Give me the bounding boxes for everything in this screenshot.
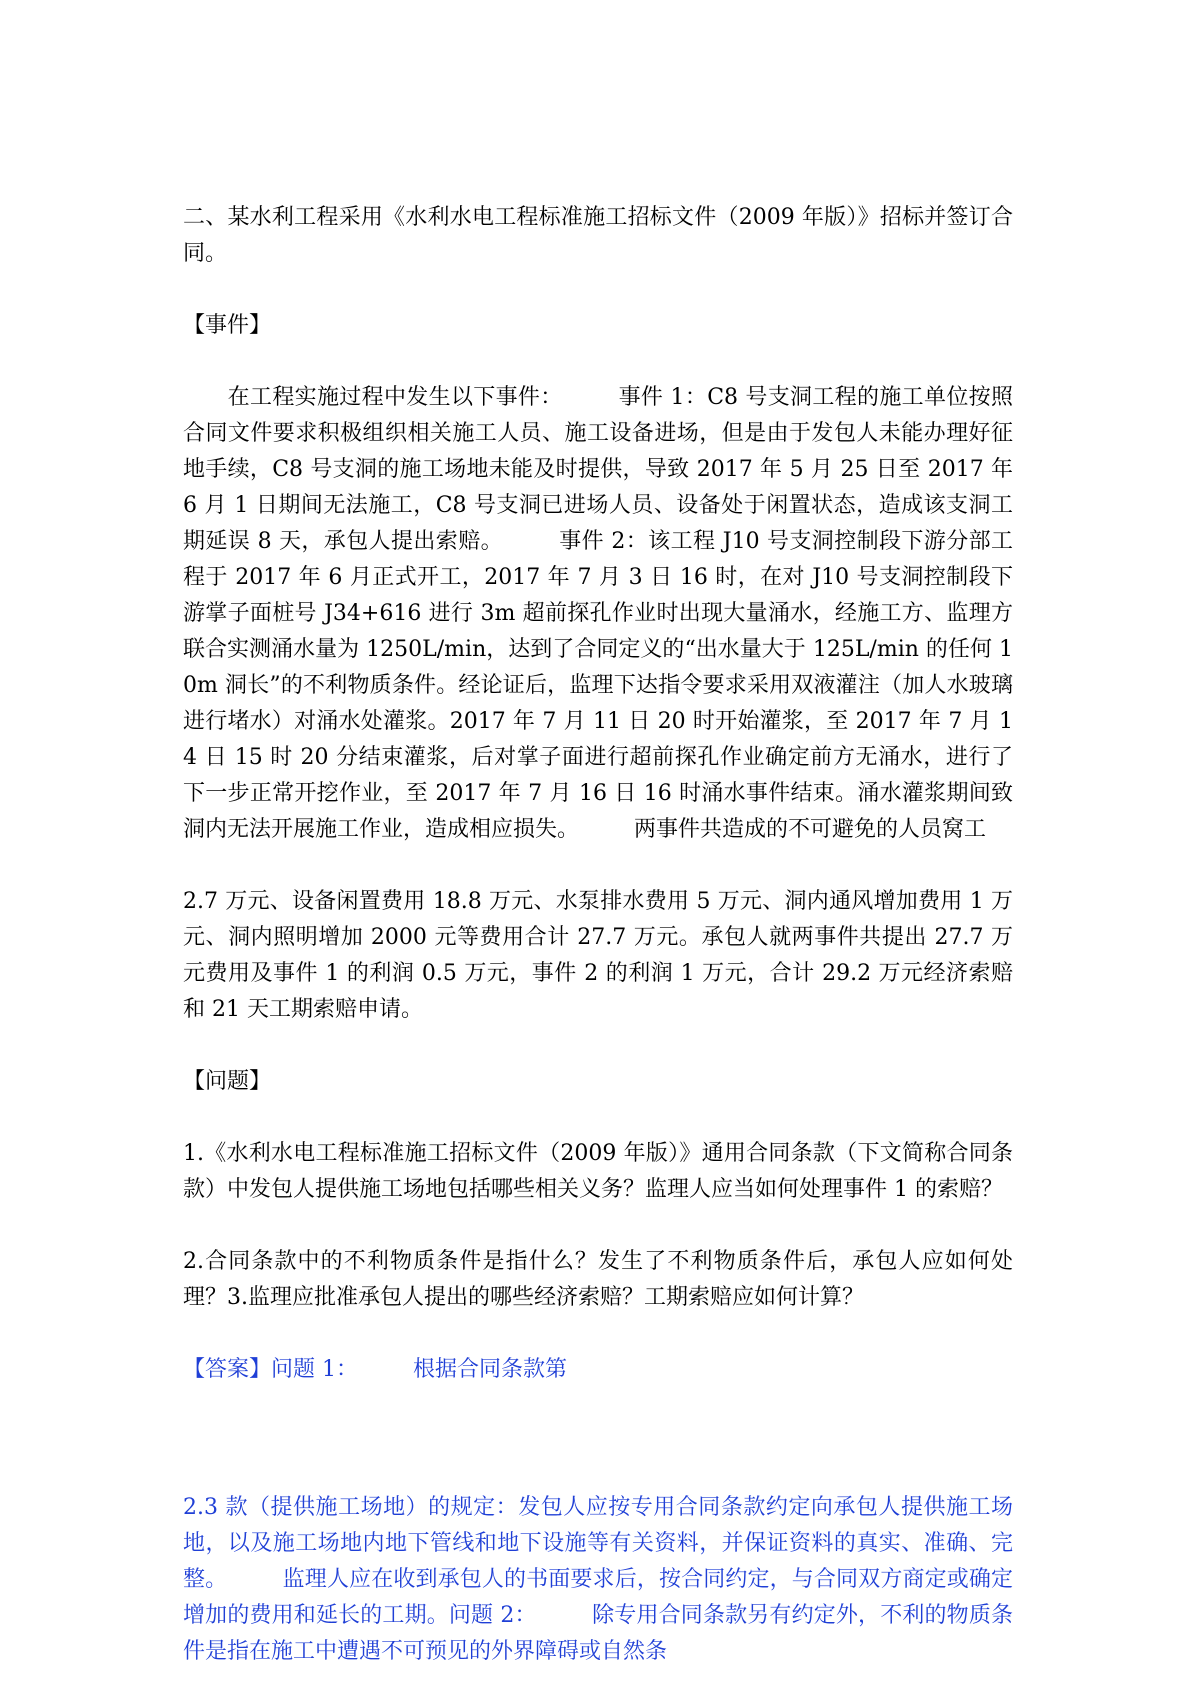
answer-paragraph: 2.3 款（提供施工场地）的规定：发包人应按专用合同条款约定向承包人提供施工场地，以及施工场地内地下管线和地下设施等有关资料，并保证资料的真实、准确、完整。 监理人应在收到承包人的书面要求后，按合同约定，与合同双方商定或确定增加的费用和延长的工期。问题 2： 除专用合同条款另有约定外，不利的物质条件是指在施工中遭遇不可预见的外界障碍或自然条	[183, 1495, 1013, 1664]
intro-paragraph: 二、某水利工程采用《水利水电工程标准施工招标文件（2009 年版）》招标并签订合同。	[183, 205, 1013, 266]
question-2-3-paragraph: 2.合同条款中的不利物质条件是指什么？发生了不利物质条件后，承包人应如何处理？3.监理应批准承包人提出的哪些经济索赔？工期索赔应如何计算？	[183, 1249, 1013, 1310]
costs-paragraph: 2.7 万元、设备闲置费用 18.8 万元、水泵排水费用 5 万元、洞内通风增加费用 1 万元、洞内照明增加 2000 元等费用合计 27.7 万元。承包人就两事件共提出 27.7 万元费用及事件 1 的利润 0.5 万元，事件 2 的利润 1 万元，合计 29.2 万元经济索赔和 21 天工期索赔申请。	[183, 889, 1013, 1022]
questions-heading: 【问题】	[183, 1069, 272, 1094]
document-page	[183, 200, 1020, 1706]
answer-heading: 【答案】问题 1： 根据合同条款第	[183, 1357, 567, 1382]
question-1-paragraph: 1.《水利水电工程标准施工招标文件（2009 年版）》通用合同条款（下文简称合同条款）中发包人提供施工场地包括哪些相关义务？监理人应当如何处理事件 1 的索赔？	[183, 1141, 1013, 1202]
events-heading: 【事件】	[183, 313, 272, 338]
events-paragraph: 在工程实施过程中发生以下事件： 事件 1：C8 号支洞工程的施工单位按照合同文件要求积极组织相关施工人员、施工设备进场，但是由于发包人未能办理好征地手续，C8 号支洞的施工场地未能及时提供，导致 2017 年 5 月 25 日至 2017 年 6 月 1 日期间无法施工，C8 号支洞已进场人员、设备处于闲置状态，造成该支洞工期延误 8 天，承包人提出索赔。 事件 2：该工程 J10 号支洞控制段下游分部工程于 2017 年 6 月正式开工，2017 年 7 月 3 日 16 时，在对 J10 号支洞控制段下游掌子面桩号 J34+616 进行 3m 超前探孔作业时出现大量涌水，经施工方、监理方联合实测涌水量为 1250L/min，达到了合同定义的“出水量大于 125L/min 的任何 10m 洞长”的不利物质条件。经论证后，监理下达指令要求采用双液灌注（加人水玻璃进行堵水）对涌水处灌浆。2017 年 7 月 11 日 20 时开始灌浆，至 2017 年 7 月 14 日 15 时 20 分结束灌浆，后对掌子面进行超前探孔作业确定前方无涌水，进行了下一步正常开挖作业，至 2017 年 7 月 16 日 16 时涌水事件结束。涌水灌浆期间致洞内无法开展施工作业，造成相应损失。 两事件共造成的不可避免的人员窝工	[183, 385, 1020, 842]
